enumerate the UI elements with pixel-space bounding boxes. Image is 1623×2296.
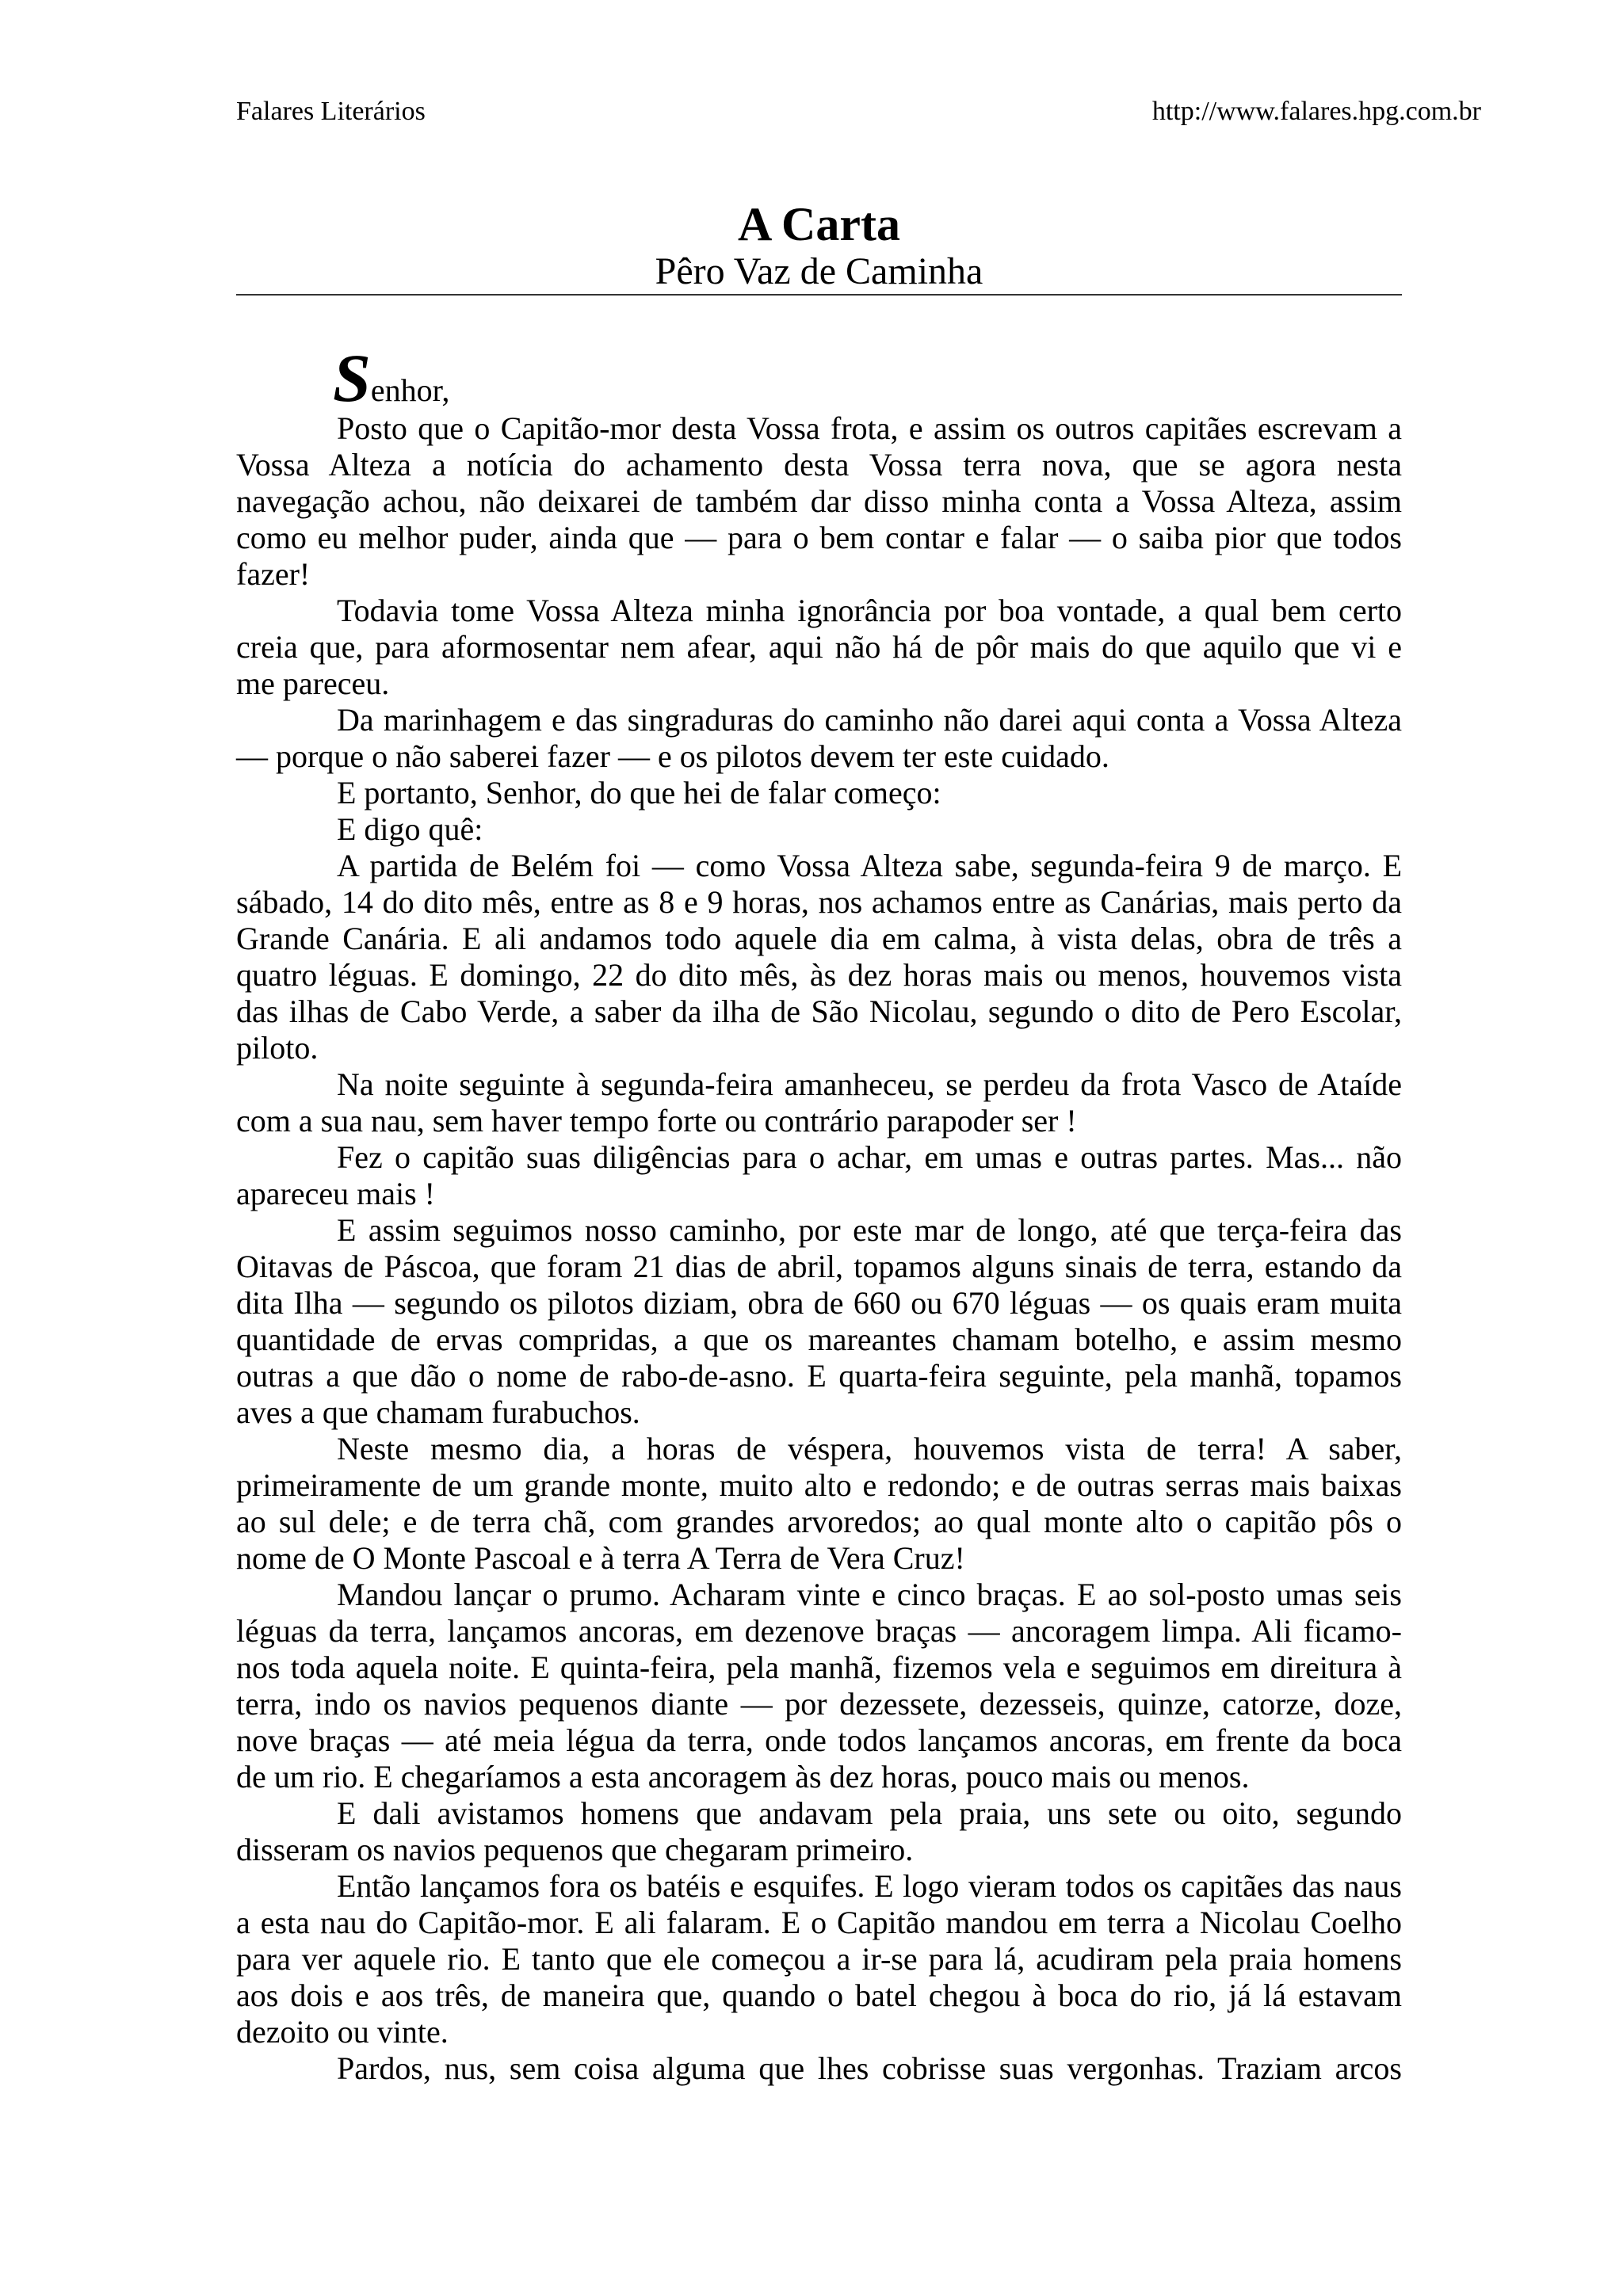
text-line: como eu melhor puder, ainda que — para o bem contar e falar — o saiba pior que todos	[236, 520, 1402, 555]
paragraph	[236, 1577, 1402, 1795]
paragraph	[236, 1212, 1402, 1431]
text-line: E portanto, Senhor, do que hei de falar começo:	[337, 775, 941, 810]
text-line: aves a que chamam furabuchos.	[236, 1394, 640, 1430]
text-line: quatro léguas. E domingo, 22 do dito mês, às dez horas mais ou menos, houvemos vista	[236, 957, 1402, 993]
text-line: de um rio. E chegaríamos a esta ancoragem às dez horas, pouco mais ou menos.	[236, 1759, 1250, 1794]
dropcap-initial: S	[333, 340, 371, 416]
text-line: creia que, para aformosentar nem afear, aqui não há de pôr mais do que aquilo que vi e	[236, 629, 1402, 665]
text-line: das ilhas de Cabo Verde, a saber da ilha de São Nicolau, segundo o dito de Pero Escolar,	[236, 994, 1402, 1029]
text-line: aos dois e aos três, de maneira que, quando o batel chegou à boca do rio, já lá estavam	[236, 1978, 1402, 2013]
text-line: Fez o capitão suas diligências para o achar, em umas e outras partes. Mas... não	[337, 1139, 1402, 1175]
text-line: dita Ilha — segundo os pilotos diziam, obra de 660 ou 670 léguas — os quais eram muita	[236, 1285, 1402, 1321]
text-line: a esta nau do Capitão-mor. E ali falaram. E o Capitão mandou em terra a Nicolau Coelho	[236, 1905, 1402, 1940]
text-line: piloto.	[236, 1030, 319, 1066]
text-line: Posto que o Capitão-mor desta Vossa frota, e assim os outros capitães escrevam a	[337, 410, 1402, 446]
text-line: Todavia tome Vossa Alteza minha ignorância por boa vontade, a qual bem certo	[337, 593, 1402, 628]
text-line: para ver aquele rio. E tanto que ele começou a ir-se para lá, acudiram pela praia homens	[236, 1941, 1402, 1977]
paragraph	[236, 2050, 1402, 2087]
text-line: Da marinhagem e das singraduras do caminho não darei aqui conta a Vossa Alteza	[337, 702, 1402, 738]
text-line: quantidade de ervas compridas, a que os mareantes chamam botelho, e assim mesmo	[236, 1322, 1402, 1357]
text-line: Vossa Alteza a notícia do achamento desta Vossa terra nova, que se agora nesta	[236, 447, 1402, 482]
paragraph	[236, 1066, 1402, 1139]
text-line: Então lançamos fora os batéis e esquifes. E logo vieram todos os capitães das naus	[337, 1868, 1402, 1904]
text-line: me pareceu.	[236, 666, 390, 701]
text-line: com a sua nau, sem haver tempo forte ou contrário parapoder ser !	[236, 1103, 1077, 1138]
text-line: nome de O Monte Pascoal e à terra A Terra de Vera Cruz!	[236, 1540, 965, 1576]
text-line: apareceu mais !	[236, 1176, 435, 1211]
paragraph	[236, 410, 1402, 593]
text-line: nove braças — até meia légua da terra, onde todos lançamos ancoras, em frente da boca	[236, 1722, 1402, 1758]
paragraph	[236, 811, 1402, 848]
salutation-rest: enhor,	[370, 372, 450, 408]
title-rule	[236, 294, 1402, 296]
document-author: Pêro Vaz de Caminha	[655, 250, 983, 292]
text-line: nos toda aquela noite. E quinta-feira, pela manhã, fizemos vela e seguimos em direitura à	[236, 1650, 1402, 1685]
header-site-name: Falares Literários	[236, 97, 426, 126]
paragraph	[236, 848, 1402, 1066]
text-line: E dali avistamos homens que andavam pela praia, uns sete ou oito, segundo	[337, 1795, 1402, 1831]
paragraph	[236, 593, 1402, 702]
text-line: sábado, 14 do dito mês, entre as 8 e 9 horas, nos achamos entre as Canárias, mais perto da	[236, 884, 1402, 920]
text-line: outras a que dão o nome de rabo-de-asno. E quarta-feira seguinte, pela manhã, topamos	[236, 1358, 1402, 1394]
letter-body	[236, 410, 1402, 2087]
text-line: Oitavas de Páscoa, que foram 21 dias de abril, topamos alguns sinais de terra, estando da	[236, 1249, 1402, 1284]
paragraph	[236, 1795, 1402, 1868]
text-line: disseram os navios pequenos que chegaram primeiro.	[236, 1832, 914, 1867]
text-line: fazer!	[236, 556, 311, 592]
paragraph	[236, 1431, 1402, 1577]
document-title: A Carta	[738, 198, 900, 250]
text-line: Grande Canária. E ali andamos todo aquele dia em calma, à vista delas, obra de três a	[236, 921, 1402, 956]
paragraph	[236, 702, 1402, 775]
text-line: ao sul dele; e de terra chã, com grandes arvoredos; ao qual monte alto o capitão pôs o	[236, 1504, 1402, 1539]
salutation	[333, 340, 450, 416]
text-line: Na noite seguinte à segunda-feira amanheceu, se perdeu da frota Vasco de Ataíde	[337, 1066, 1402, 1102]
text-line: A partida de Belém foi — como Vossa Alteza sabe, segunda-feira 9 de março. E	[337, 848, 1402, 883]
text-line: Pardos, nus, sem coisa alguma que lhes cobrisse suas vergonhas. Traziam arcos	[337, 2050, 1402, 2086]
text-line: — porque o não saberei fazer — e os pilotos devem ter este cuidado.	[236, 738, 1109, 774]
text-line: terra, indo os navios pequenos diante — por dezessete, dezesseis, quinze, catorze, doze,	[236, 1686, 1402, 1722]
text-line: dezoito ou vinte.	[236, 2014, 449, 2050]
text-line: Mandou lançar o prumo. Acharam vinte e cinco braças. E ao sol-posto umas seis	[337, 1577, 1402, 1612]
text-line: E assim seguimos nosso caminho, por este mar de longo, até que terça-feira das	[337, 1212, 1402, 1248]
header-url: http://www.falares.hpg.com.br	[1151, 97, 1481, 126]
paragraph	[236, 775, 1402, 811]
text-line: léguas da terra, lançamos ancoras, em dezenove braças — ancoragem limpa. Ali ficamo-	[236, 1613, 1402, 1649]
paragraph	[236, 1868, 1402, 2050]
text-line: E digo quê:	[337, 811, 483, 847]
text-line: primeiramente de um grande monte, muito alto e redondo; e de outras serras mais baixas	[236, 1467, 1402, 1503]
text-line: navegação achou, não deixarei de também dar disso minha conta a Vossa Alteza, assim	[236, 483, 1402, 519]
paragraph	[236, 1139, 1402, 1212]
text-line: Neste mesmo dia, a horas de véspera, houvemos vista de terra! A saber,	[337, 1431, 1402, 1466]
